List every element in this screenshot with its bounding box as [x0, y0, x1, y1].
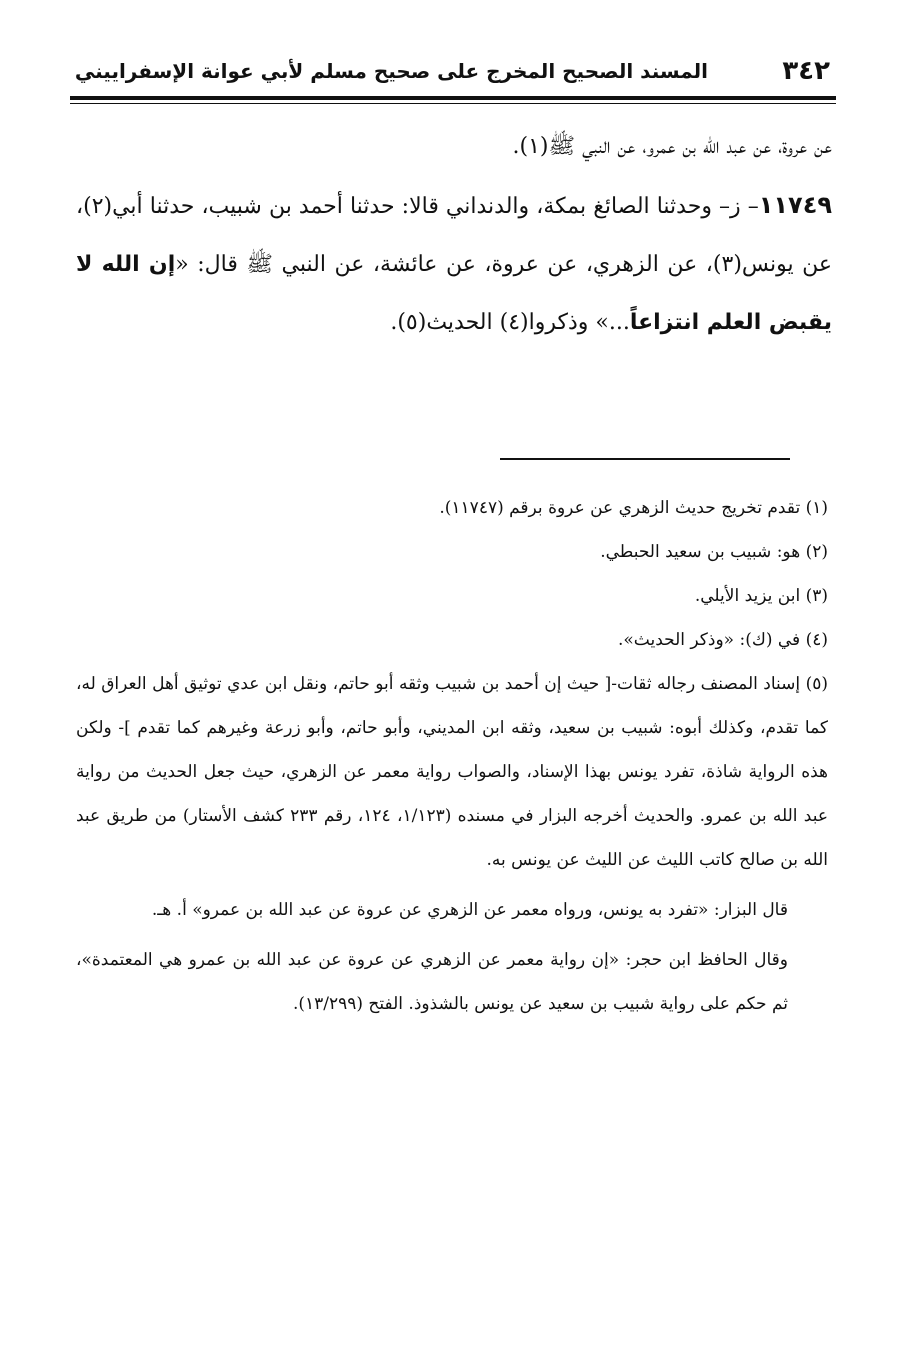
page-number: ٣٤٢: [782, 56, 830, 86]
header-rule-thick: [70, 96, 836, 100]
footnote-4: (٤) في (ك): «وذكر الحديث».: [617, 630, 828, 650]
footnote-5-quote-bazzar: قال البزار: «تفرد به يونس، ورواه معمر عن الزهري عن عروة عن عبد الله بن عمرو» أ. هـ.: [151, 900, 788, 920]
footnotes: [76, 486, 828, 1026]
hadith-bold-phrase: إن الله لا يقبض العلم انتزاعاً: [76, 252, 832, 335]
footnote-2: (٢) هو: شبيب بن سعيد الحبطي.: [600, 542, 828, 562]
footnote-5: (٥) إسناد المصنف رجاله ثقات-[ حيث إن أحمد بن شبيب وثقه أبو حاتم، ونقل ابن عدي توثيق أهل العراق له، كما تقدم، وكذلك أبوه: شبيب بن سعيد، وثقه ابن المديني، وأبو حاتم، وأبو زرعة وغيرهم كما تقدم ]- ولكن هذه الرواية شاذة، تفرد يونس بهذا الإسناد، والصواب رواية معمر عن الزهري، حيث جعل الحديث من رواية عبد الله بن عمرو. والحديث أخرجه البزار في مسنده (١/١٢٣، ١٢٤، رقم ٢٣٣ كشف الأستار) من طريق عبد الله بن صالح كاتب الليث عن الليث عن يونس به.: [76, 674, 828, 870]
hadith-paragraph: [76, 176, 832, 352]
hadith-text-a: – ز– وحدثنا الصائغ بمكة، والدنداني قالا: حدثنا أحمد بن شبيب، حدثنا أبي(٢)، عن يونس(٣)، عن الزهري، عن عروة، عن عائشة، عن النبي ﷺ قال: «: [76, 194, 832, 277]
page-header: [70, 56, 836, 92]
header-rule-thin: [70, 103, 836, 104]
hadith-text-b: ...» وذكروا(٤) الحديث(٥).: [390, 310, 630, 335]
running-title: المسند الصحيح المخرج على صحيح مسلم لأبي عوانة الإسفراييني: [74, 59, 708, 83]
main-text: [76, 118, 832, 352]
footnote-1: (١) تقدم تخريج حديث الزهري عن عروة برقم (١١٧٤٧).: [439, 498, 828, 518]
continuation-line: عن عروة، عن عبد الله بن عمرو، عن النبي ﷺ(١).: [512, 134, 832, 159]
footnote-5-quote-ibn-hajar: وقال الحافظ ابن حجر: «إن رواية معمر عن الزهري عن عروة عن عبد الله بن عمرو هي المعتمدة»، ثم حكم على رواية شبيب بن سعيد عن يونس بالشذوذ. الفتح (١٣/٢٩٩).: [76, 950, 788, 1014]
footnote-3: (٣) ابن يزيد الأيلي.: [694, 586, 828, 606]
hadith-number: ١١٧٤٩: [758, 191, 832, 219]
footnote-separator: [500, 458, 790, 460]
